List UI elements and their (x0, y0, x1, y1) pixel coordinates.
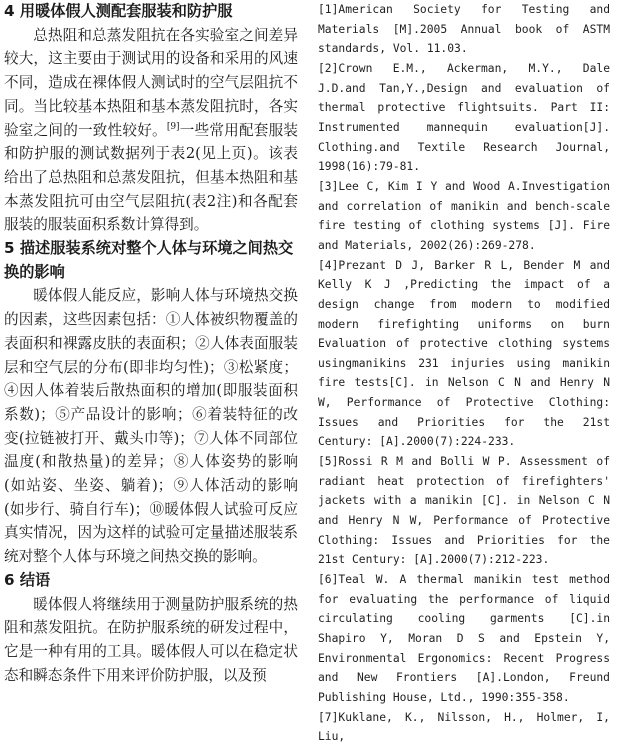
reference-item: [2]Crown E.M., Ackerman, M.Y., Dale J.D.and Tan,Y.,Design and evaluation of thermal protective flightsuits. Part II: Instrumented mannequin evaluation[J]. Clothing.and Textile Research Journal, 1998(16):79-81. (318, 61, 610, 174)
reference-item: [7]Kuklane, K., Nilsson, H., Holmer, I, Liu, (318, 710, 610, 744)
section-4-text-b: 一些常用配套服装和防护服的测试数据列于表2(见上页)。该表给出了总热阻和总蒸发阻抗，但基本热阻和基本蒸发阻抗可由空气层阻抗(表2注)和各配套服装的服装面积系数计算得到。 (4, 121, 298, 234)
section-6-paragraph: 暖体假人将继续用于测量防护服系统的热阻和蒸发阻抗。在防护服系统的研发过程中，它是一种有用的工具。暖体假人可以在稳定状态和瞬态条件下用来评价防护服，以及预 (4, 595, 298, 684)
citation-9: [9] (166, 121, 180, 132)
section-4-heading: 4 用暖体假人测配套服装和防护服 (4, 2, 233, 20)
section-4-paragraph (4, 24, 298, 237)
section-6-heading: 6 结语 (4, 570, 51, 589)
reference-item: [1]American Society for Testing and Materials [M].2005 Annual book of ASTM standards, Vol. 11.03. (318, 3, 610, 56)
section-5-heading: 5 描述服装系统对整个人体与环境之间热交换的影响 (4, 239, 294, 281)
reference-item: [3]Lee C, Kim I Y and Wood A.Investigation and correlation of manikin and bench-scale fire testing of clothing systems [J]. Fire and Materials, 2002(26):269-278. (318, 179, 610, 252)
reference-item: [4]Prezant D J, Barker R L, Bender M and Kelly K J ,Predicting the impact of a design change from modern to modified modern firefighting uniforms on burn Evaluation of protective clothing systems usingmanikins 231 injuries using manikin fire tests[C]. in Nelson C N and Henry N W, Performance of Protective Clothing: Issues and Priorities for the 21st Century: [A].2000(7):224-233. (318, 258, 610, 449)
references-column (318, 0, 610, 747)
reference-item: [6]Teal W. A thermal manikin test method for evaluating the performance of liquid circulating cooling garments [C].in Shapiro Y, Moran D S and Epstein Y, Environmental Ergonomics: Recent Progress and New Frontiers [A].London, Freund Publishing House, Ltd., 1990:355-358. (318, 573, 610, 704)
section-5-paragraph: 暖体假人能反应，影响人体与环境热交换的因素，这些因素包括：①人体被织物覆盖的表面积和裸露皮肤的表面积；②人体表面服装层和空气层的分布(即非均匀性)；③松紧度；④因人体着装后散热面积的增加(即服装面积系数)；⑤产品设计的影响；⑥着装特征的改变(拉链被打开、戴头巾等)；⑦人体不同部位温度(和散热量)的差异；⑧人体姿势的影响(如站姿、坐姿、躺着)；⑨人体活动的影响(如步行、骑自行车)；⑩暖体假人试验可反应真实情况，因为这样的试验可定量描述服装系统对整个人体与环境之间热交换的影响。 (4, 287, 298, 566)
left-column (4, 0, 298, 687)
reference-item: [5]Rossi R M and Bolli W P. Assessment of radiant heat protection of firefighters' jackets with a manikin [C]. in Nelson C N and Henry N W, Performance of Protective Clothing: Issues and Priorities for the 21st Century: [A].2000(7):212-223. (318, 455, 610, 567)
section-4-text-a: 总热阻和总蒸发阻抗在各实验室之间差异较大，这主要由于测试用的设备和采用的风速不同，造成在裸体假人测试时的空气层阻抗不同。当比较基本热阻和基本蒸发阻抗时，各实验室之间的一致性较好。 (4, 26, 298, 139)
